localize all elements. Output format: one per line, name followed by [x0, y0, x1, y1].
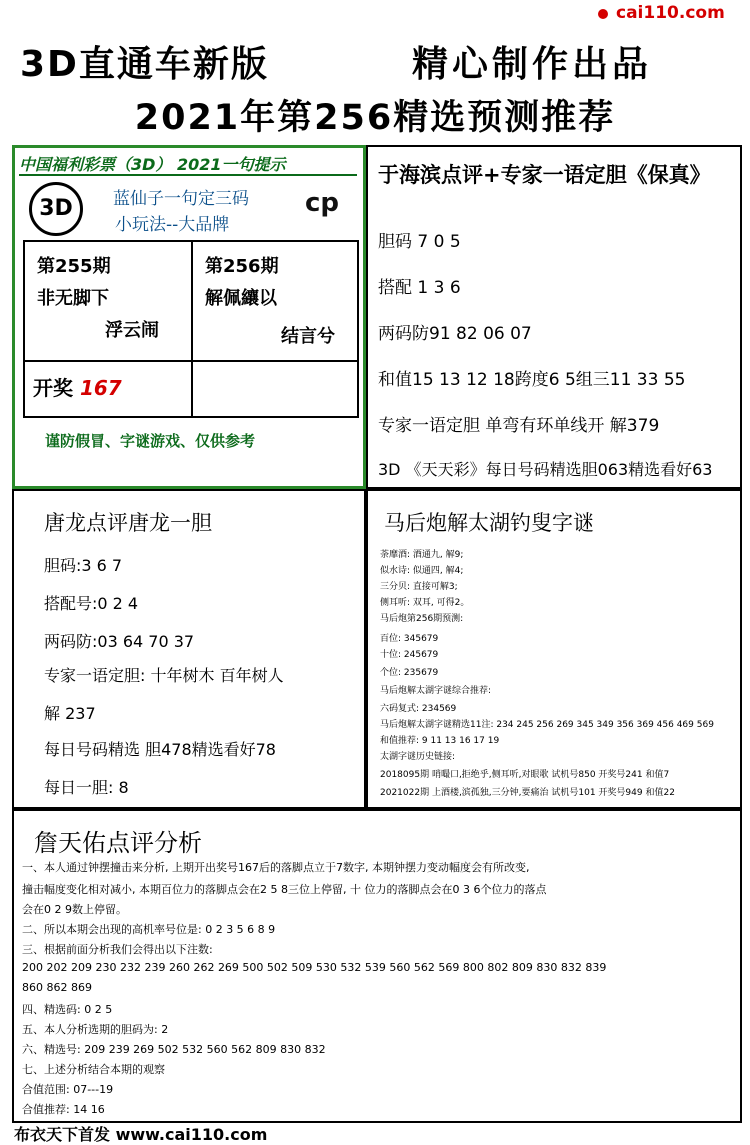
mahou-line: 马后炮解太湖字谜综合推荐:: [380, 686, 492, 696]
analysis-line: 合值推荐: 14 16: [22, 1103, 105, 1116]
expert-panel: [366, 145, 742, 489]
prev-line2: 浮云闹: [105, 320, 159, 341]
mahou-line: 马后炮解太湖字谜精选11注: 234 245 256 269 345 349 356 369 456 469 569: [380, 720, 714, 730]
3d-logo-icon: 3D: [29, 182, 83, 236]
analysis-line: 二、所以本期会出现的高机率号位是: 0 2 3 5 6 8 9: [22, 923, 276, 936]
mahou-line: 三分贝: 直接可解3;: [380, 582, 458, 592]
analysis-line: 合值范围: 07---19: [22, 1083, 114, 1096]
mahou-line: 侧耳听: 双耳, 可得2。: [380, 598, 470, 608]
analysis-line: 200 202 209 230 232 239 260 262 269 500 502 509 530 532 539 560 562 569 800 802 809 830 832 839: [22, 961, 607, 974]
mahou-line: 个位: 235679: [380, 668, 439, 678]
footer-text[interactable]: 布衣天下首发 www.cai110.com: [14, 1125, 268, 1144]
brand-dot-icon: [598, 9, 608, 19]
mahou-line: 2021022期 上酒楼,滨孤独,三分钟,要痛治 试机号101 开奖号949 和值22: [380, 788, 675, 798]
mahou-panel: [366, 489, 742, 809]
zhantianyou-title: 詹天佑点评分析: [34, 829, 202, 857]
lottery-head: [19, 152, 286, 175]
tanglong-line: 专家一语定胆: 十年树木 百年树人: [44, 666, 284, 685]
lottery-sub1: 蓝仙子一句定三码: [113, 189, 249, 209]
mahou-line: 和值推荐: 9 11 13 16 17 19: [380, 736, 500, 746]
analysis-line: 一、本人通过钟摆撞击来分析, 上期开出奖号167后的落脚点立于7数字, 本期钟摆力变动幅度会有所改变,: [22, 861, 530, 874]
brand-badge[interactable]: [590, 0, 750, 26]
mahou-line: 似水诗: 似通四, 解4;: [380, 566, 464, 576]
mahou-line: 荼靡酒: 酒通九, 解9;: [380, 550, 464, 560]
cur-issue: 第256期: [205, 256, 279, 277]
tanglong-line: 每日号码精选 胆478精选看好78: [44, 740, 276, 759]
expert-line: 胆码 7 0 5: [378, 232, 461, 252]
prev-issue: 第255期: [37, 256, 111, 277]
tanglong-line: 搭配号:0 2 4: [44, 594, 139, 613]
expert-line: 专家一语定胆 单弯有环单线开 解379: [378, 416, 660, 436]
brand-label: cai110.com: [616, 3, 725, 23]
analysis-line: 七、上述分析结合本期的观察: [22, 1063, 165, 1076]
mahou-line: 2018095期 哨嘬口,拒绝乎,侧耳听,对眼歌 试机号850 开奖号241 和值7: [380, 770, 670, 780]
tanglong-line: 胆码:3 6 7: [44, 556, 123, 575]
mahou-line: 太湖字谜历史链接:: [380, 752, 456, 762]
expert-line: 3D 《天天彩》每日号码精选胆063精选看好63: [378, 460, 713, 479]
tanglong-panel: [12, 489, 366, 809]
analysis-line: 撞击幅度变化相对减小, 本期百位力的落脚点会在2 5 8三位上停留, 十 位力的落脚点会在0 3 6个位力的落点: [22, 883, 547, 896]
expert-title: 于海滨点评+专家一语定胆《保真》: [378, 163, 711, 187]
analysis-line: 860 862 869: [22, 981, 92, 994]
expert-line: 和值15 13 12 18跨度6 5组三11 33 55: [378, 370, 686, 390]
tanglong-line: 解 237: [44, 704, 96, 723]
draw-result: [33, 372, 122, 401]
tanglong-line: 每日一胆: 8: [44, 778, 129, 797]
mahou-line: 六码复式: 234569: [380, 704, 457, 714]
expert-line: 搭配 1 3 6: [378, 278, 461, 298]
grid-divider: [25, 360, 357, 362]
cur-line2: 结言兮: [281, 326, 335, 347]
zhantianyou-panel: [12, 809, 742, 1123]
analysis-line: 三、根据前面分析我们会得出以下注数:: [22, 943, 213, 956]
header-subtitle: 2021年第256精选预测推荐: [134, 98, 616, 138]
header-right-title: 精心制作出品: [412, 44, 653, 85]
cp-logo-icon: cp: [305, 188, 340, 218]
lottery-head-year: 2021一句提示: [177, 155, 286, 174]
analysis-line: 四、精选码: 0 2 5: [22, 1003, 113, 1016]
tanglong-title: 唐龙点评唐龙一胆: [44, 511, 212, 535]
draw-label: 开奖: [33, 376, 73, 400]
expert-line: 两码防91 82 06 07: [378, 324, 532, 344]
cur-line1: 解佩纕以: [205, 288, 277, 309]
grid-divider: [191, 242, 193, 418]
header-left-title: 3D直通车新版: [20, 44, 269, 85]
mahou-line: 马后炮第256期预测:: [380, 614, 464, 624]
divider: [19, 174, 357, 176]
analysis-line: 六、精选号: 209 239 269 502 532 560 562 809 830 832: [22, 1043, 326, 1056]
mahou-line: 十位: 245679: [380, 650, 439, 660]
lottery-sub2: 小玩法--大品牌: [115, 215, 230, 235]
analysis-line: 会在0 2 9数上停留。: [22, 903, 127, 916]
warning-text: 谨防假冒、字谜游戏、仅供参考: [45, 432, 256, 450]
prev-line1: 非无脚下: [37, 288, 109, 309]
lottery-panel: [12, 145, 366, 489]
lottery-head-label: 中国福利彩票（3D）: [19, 155, 172, 174]
mahou-line: 百位: 345679: [380, 634, 439, 644]
issue-grid: [23, 240, 359, 418]
draw-number: 167: [79, 376, 122, 400]
analysis-line: 五、本人分析选期的胆码为: 2: [22, 1023, 169, 1036]
mahou-title: 马后炮解太湖钓叟字谜: [384, 511, 594, 535]
tanglong-line: 两码防:03 64 70 37: [44, 632, 195, 651]
